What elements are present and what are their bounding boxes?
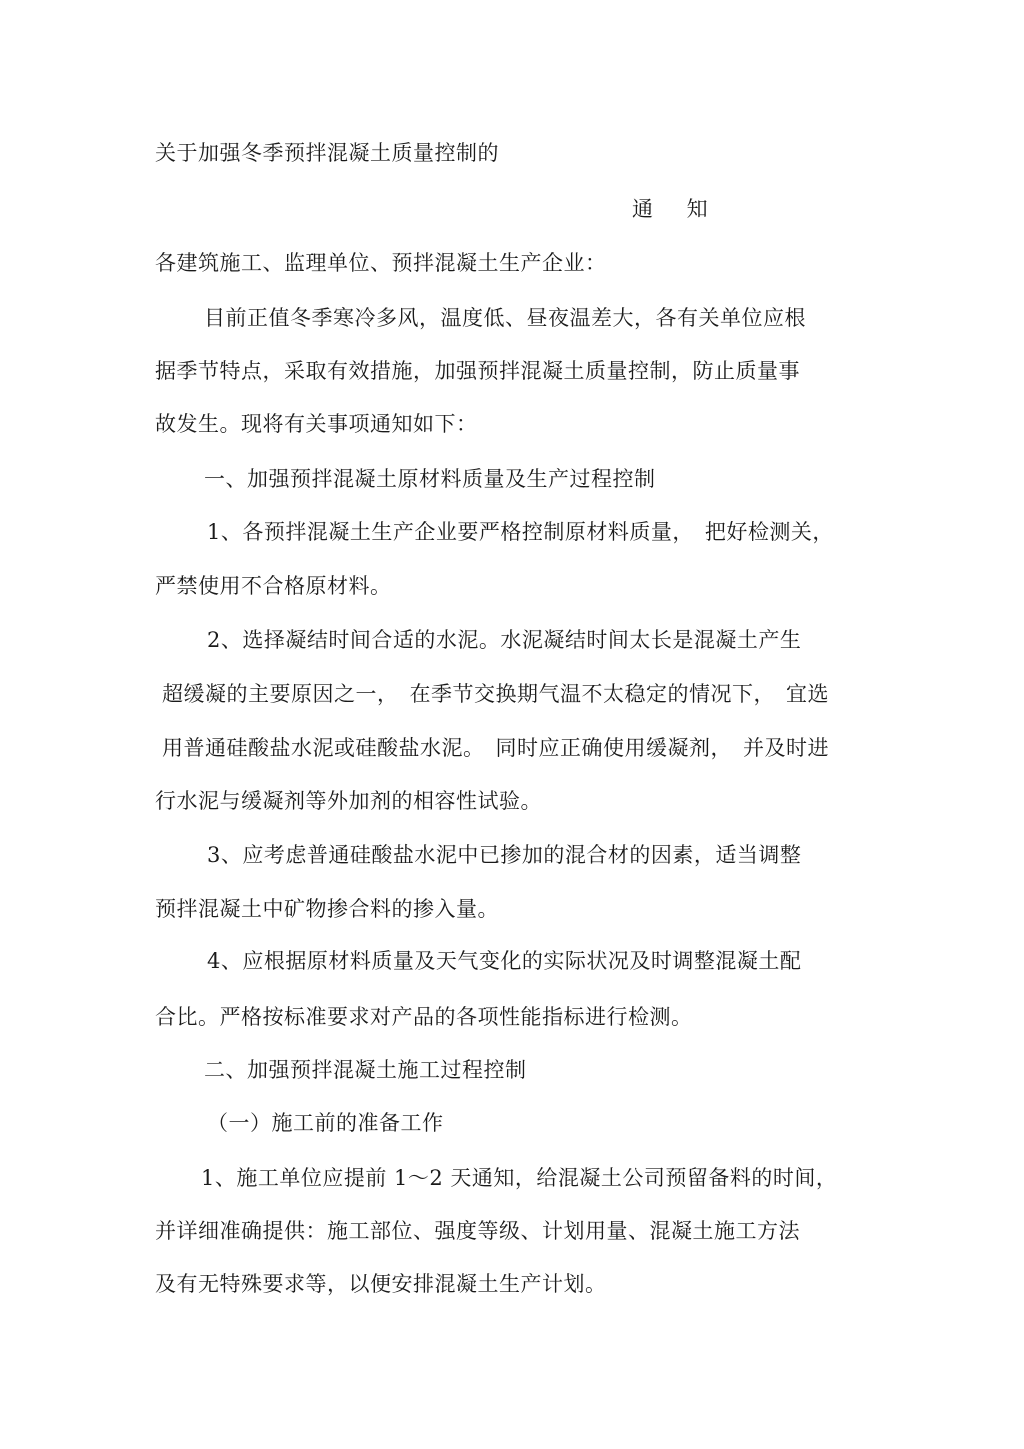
section1-item1-line-1: 1、各预拌混凝土生产企业要严格控制原材料质量， 把好检测关， — [207, 520, 834, 544]
intro-line-2: 据季节特点，采取有效措施，加强预拌混凝土质量控制，防止质量事 — [155, 359, 800, 383]
intro-line-3: 故发生。现将有关事项通知如下： — [155, 412, 478, 436]
section1-item3-line-1: 3、应考虑普通硅酸盐水泥中已掺加的混合材的因素，适当调整 — [207, 843, 802, 867]
section1-item1-line-2: 严禁使用不合格原材料。 — [155, 574, 392, 598]
section2-item1-line-3: 及有无特殊要求等，以便安排混凝土生产计划。 — [155, 1272, 607, 1296]
section1-item2-line-1: 2、选择凝结时间合适的水泥。水泥凝结时间太长是混凝土产生 — [207, 628, 802, 652]
section1-item2-line-4: 行水泥与缓凝剂等外加剂的相容性试验。 — [155, 789, 542, 813]
salutation: 各建筑施工、监理单位、预拌混凝土生产企业： — [155, 251, 607, 275]
title-line-1: 关于加强冬季预拌混凝土质量控制的 — [155, 141, 499, 165]
section1-item2-line-2: 超缓凝的主要原因之一， 在季节交换期气温不太稳定的情况下， 宜选 — [162, 682, 829, 706]
section1-item4-line-1: 4、应根据原材料质量及天气变化的实际状况及时调整混凝土配 — [207, 949, 802, 973]
section1-heading: 一、加强预拌混凝土原材料质量及生产过程控制 — [204, 467, 656, 491]
section1-item2-line-3: 用普通硅酸盐水泥或硅酸盐水泥。 同时应正确使用缓凝剂， 并及时进 — [162, 736, 829, 760]
section2-item1-line-2: 并详细准确提供：施工部位、强度等级、计划用量、混凝土施工方法 — [155, 1219, 800, 1243]
section1-item3-line-2: 预拌混凝土中矿物掺合料的掺入量。 — [155, 897, 499, 921]
section1-item4-line-2: 合比。严格按标准要求对产品的各项性能指标进行检测。 — [155, 1005, 693, 1029]
title-line-2: 通 知 — [632, 197, 710, 221]
section2-heading: 二、加强预拌混凝土施工过程控制 — [204, 1058, 527, 1082]
section2-subheading: （一）施工前的准备工作 — [207, 1111, 444, 1135]
section2-item1-line-1: 1、施工单位应提前 1～2 天通知，给混凝土公司预留备料的时间， — [201, 1166, 838, 1190]
intro-line-1: 目前正值冬季寒冷多风，温度低、昼夜温差大，各有关单位应根 — [204, 306, 806, 330]
